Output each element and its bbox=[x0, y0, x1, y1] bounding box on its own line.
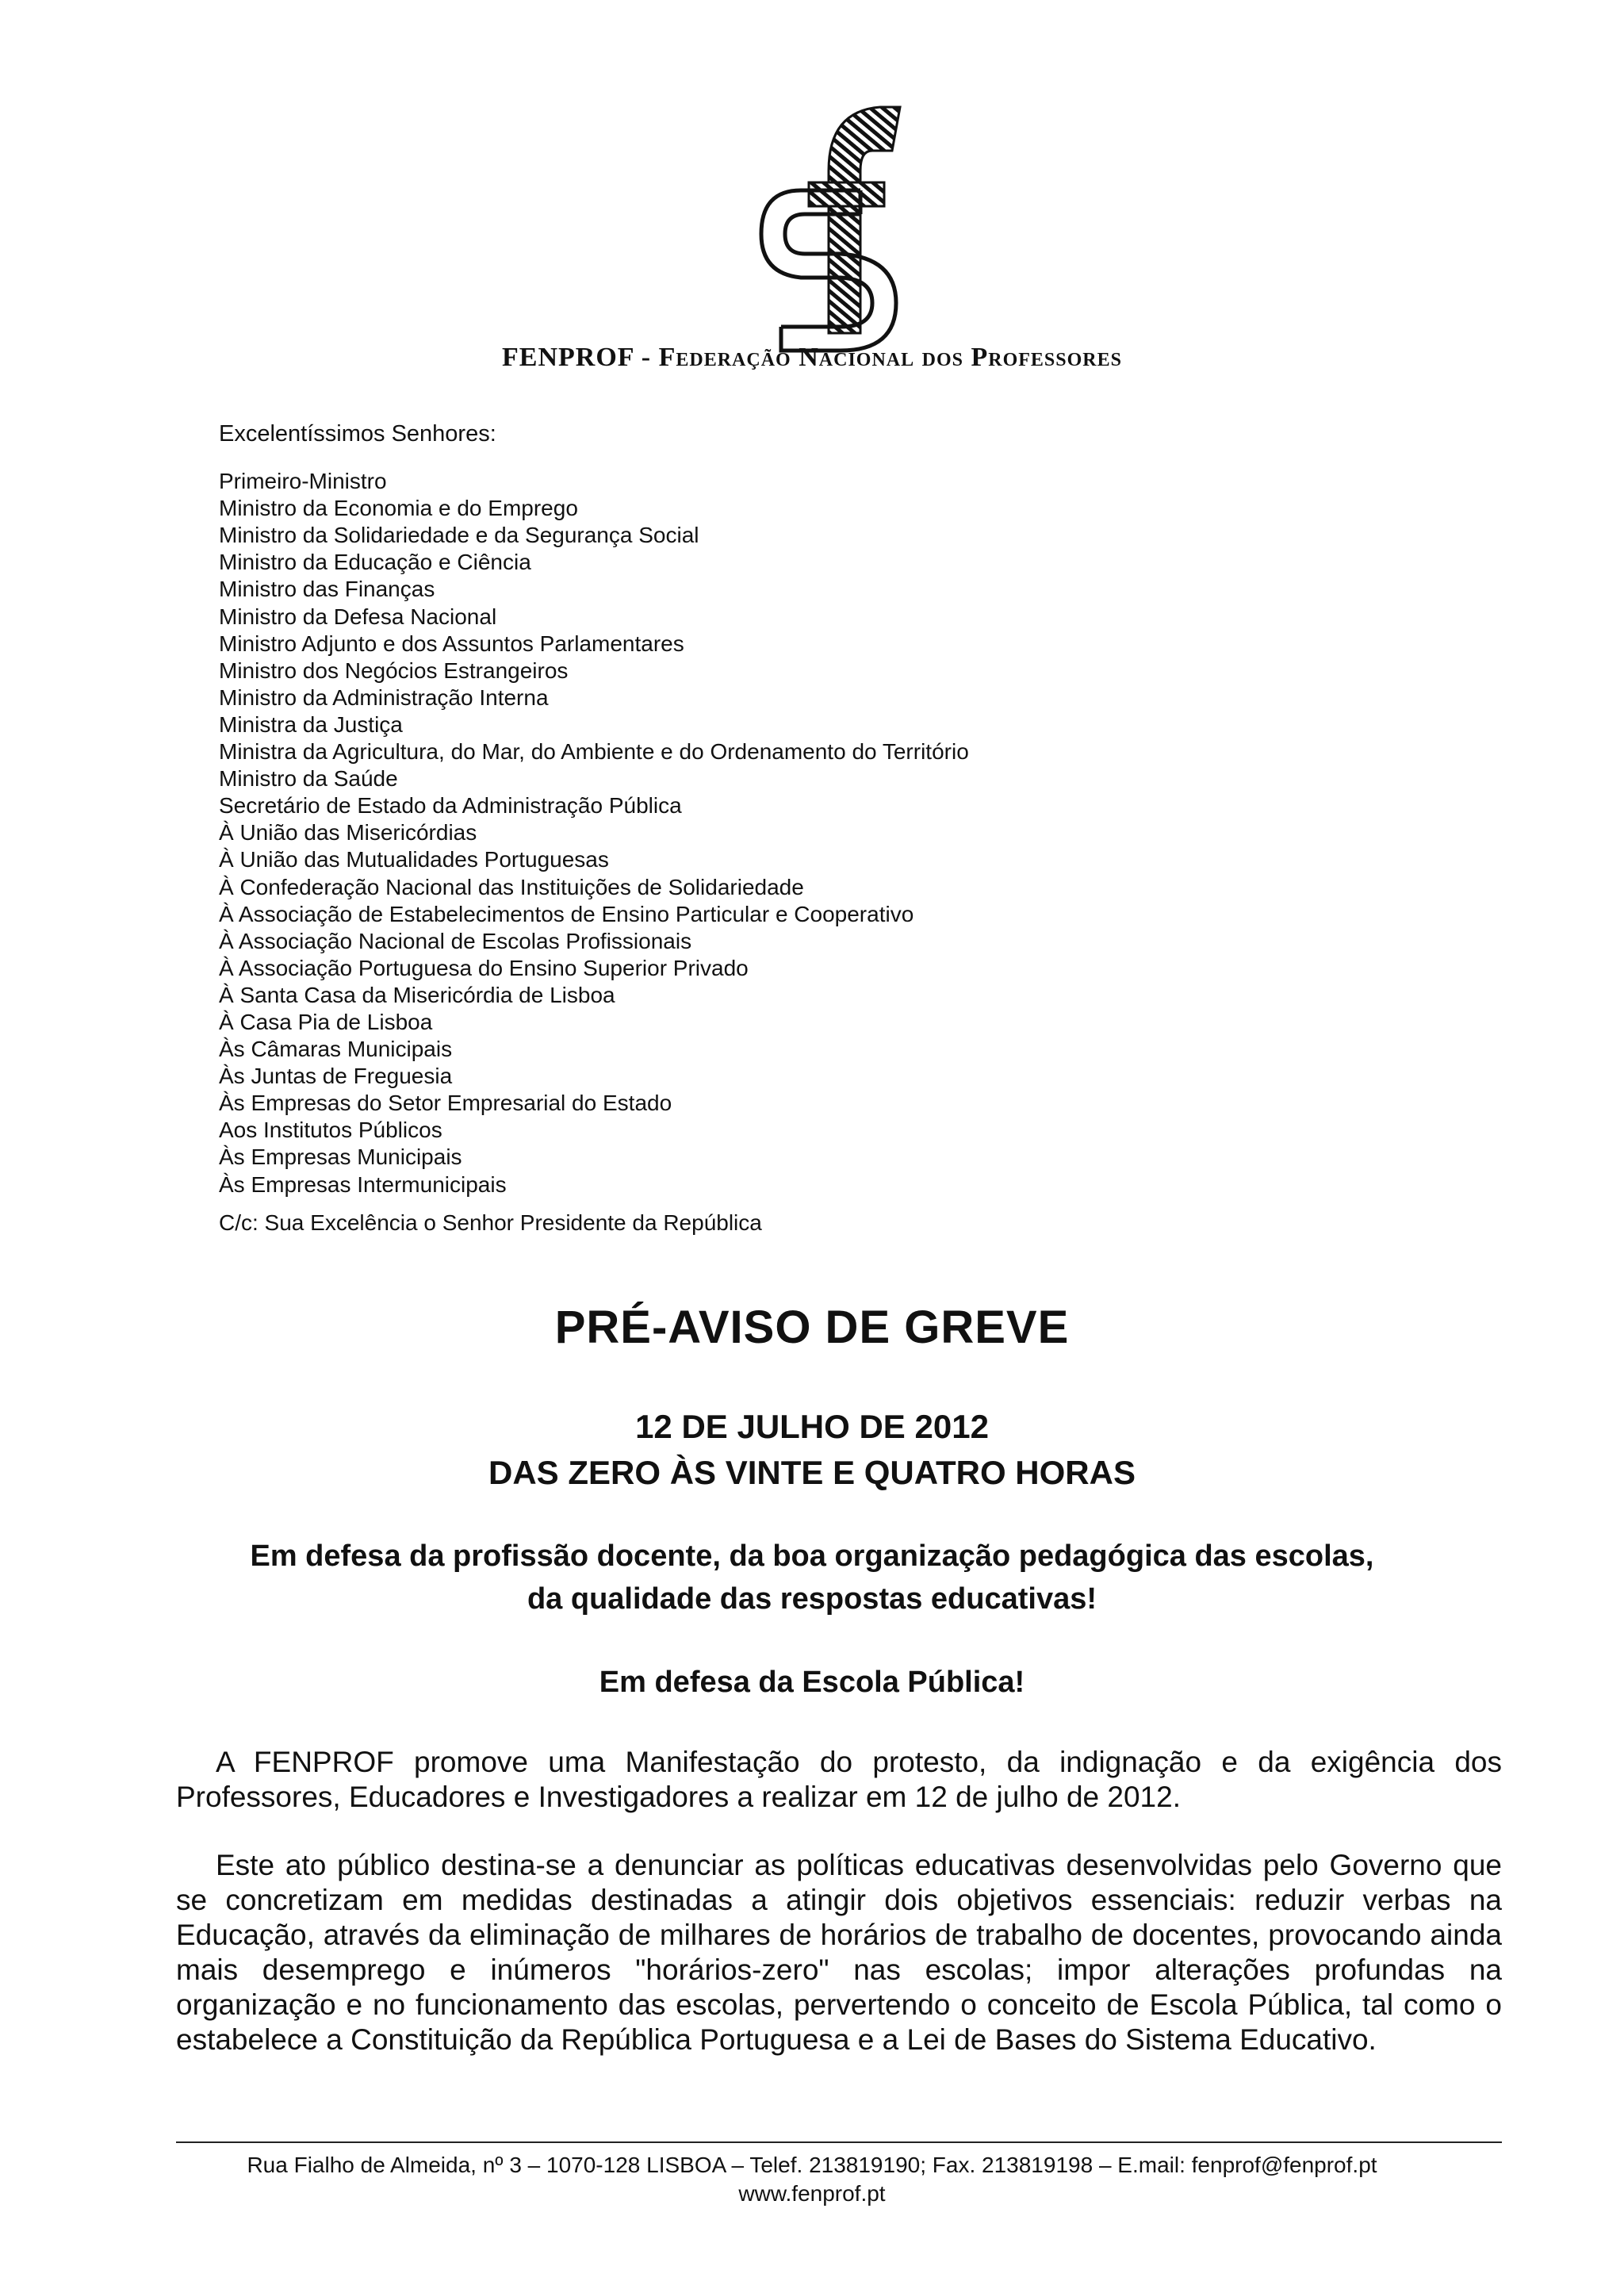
paragraph-text: Este ato público destina-se a denunciar as políticas educativas desenvolvidas pelo Governo que se concretizam em medidas destinadas a atingir dois objetivos essenciais: reduzir verbas na Educação, através da eliminação de milhares de horários de trabalho de docentes, provocando ainda mais desemprego e inúmeros "horários-zero" nas escolas; impor alterações profundas na organização e no funcionamento das escolas, pervertendo o conceito de Escola Pública, tal como o estabelece a Constituição da República Portuguesa e a Lei de Bases do Sistema Educativo. bbox=[176, 1849, 1502, 2056]
recipient-item: Às Juntas de Freguesia bbox=[219, 1064, 453, 1089]
recipient-item: Ministro dos Negócios Estrangeiros bbox=[219, 658, 569, 683]
recipient-item: À União das Misericórdias bbox=[219, 820, 477, 845]
recipient-item: Ministro da Saúde bbox=[219, 766, 398, 792]
fenprof-logo-mark bbox=[753, 95, 928, 357]
recipient-item: À Associação Nacional de Escolas Profissionais bbox=[219, 928, 692, 953]
recipient-item: Ministro das Finanças bbox=[219, 577, 435, 602]
recipient-item: Às Câmaras Municipais bbox=[219, 1037, 453, 1062]
strike-date-block bbox=[0, 1404, 1624, 1496]
recipients-list bbox=[219, 468, 1488, 1198]
recipient-item: À União das Mutualidades Portuguesas bbox=[219, 847, 609, 872]
footer-address: Rua Fialho de Almeida, nº 3 – 1070-128 LISBOA – Telef. 213819190; Fax. 213819198 – E.mail: fenprof@fenprof.pt bbox=[247, 2153, 1377, 2177]
document-title: PRÉ-AVISO DE GREVE bbox=[554, 1302, 1070, 1353]
recipient-item: Ministro da Administração Interna bbox=[219, 684, 549, 710]
recipient-item: Aos Institutos Públicos bbox=[219, 1118, 442, 1143]
recipient-item: Às Empresas do Setor Empresarial do Estado bbox=[219, 1091, 672, 1116]
recipient-item: Às Empresas Municipais bbox=[219, 1144, 462, 1170]
footer-divider bbox=[176, 2141, 1502, 2143]
recipient-item: À Casa Pia de Lisboa bbox=[219, 1009, 433, 1034]
recipient-item: Ministra da Agricultura, do Mar, do Ambiente e do Ordenamento do Território bbox=[219, 739, 969, 765]
recipient-item: À Santa Casa da Misericórdia de Lisboa bbox=[219, 982, 615, 1007]
motto-line-1: Em defesa da profissão docente, da boa organização pedagógica das escolas, bbox=[250, 1539, 1374, 1573]
organization-name: FENPROF - Federação Nacional dos Professores bbox=[502, 343, 1122, 372]
motto-block bbox=[0, 1535, 1624, 1620]
paragraph-text: A FENPROF promove uma Manifestação do protesto, da indignação e da exigência dos Professores, Educadores e Investigadores a realizar em 12 de julho de 2012. bbox=[176, 1746, 1502, 1813]
recipient-item: Ministro da Economia e do Emprego bbox=[219, 496, 578, 521]
motto-public-school: Em defesa da Escola Pública! bbox=[599, 1666, 1025, 1699]
salutation: Excelentíssimos Senhores: bbox=[219, 421, 496, 447]
strike-date: 12 DE JULHO DE 2012 bbox=[635, 1408, 989, 1445]
recipient-item: Secretário de Estado da Administração Pública bbox=[219, 793, 682, 819]
recipient-item: Ministra da Justiça bbox=[219, 711, 403, 737]
recipient-item: À Associação de Estabelecimentos de Ensino Particular e Cooperativo bbox=[219, 901, 914, 926]
motto-line-2: da qualidade das respostas educativas! bbox=[527, 1582, 1097, 1616]
recipient-item: Às Empresas Intermunicipais bbox=[219, 1171, 507, 1197]
recipient-item: Ministro da Defesa Nacional bbox=[219, 604, 497, 629]
footer-website: www.fenprof.pt bbox=[738, 2181, 886, 2206]
strike-hours: DAS ZERO ÀS VINTE E QUATRO HORAS bbox=[488, 1454, 1136, 1491]
recipient-item: À Confederação Nacional das Instituições de Solidariedade bbox=[219, 874, 804, 899]
recipient-item: Ministro Adjunto e dos Assuntos Parlamentares bbox=[219, 631, 684, 656]
footer bbox=[0, 2151, 1624, 2208]
recipient-item: Ministro da Solidariedade e da Segurança Social bbox=[219, 523, 699, 548]
body-paragraph-2 bbox=[176, 1848, 1502, 2057]
fenprof-logo bbox=[753, 95, 928, 357]
body-paragraph-1 bbox=[176, 1745, 1502, 1815]
addressees-block bbox=[219, 420, 1488, 1237]
recipient-item: À Associação Portuguesa do Ensino Superior Privado bbox=[219, 955, 749, 980]
cc-line: C/c: Sua Excelência o Senhor Presidente da República bbox=[219, 1210, 762, 1235]
recipient-item: Primeiro-Ministro bbox=[219, 469, 387, 494]
recipient-item: Ministro da Educação e Ciência bbox=[219, 550, 531, 575]
